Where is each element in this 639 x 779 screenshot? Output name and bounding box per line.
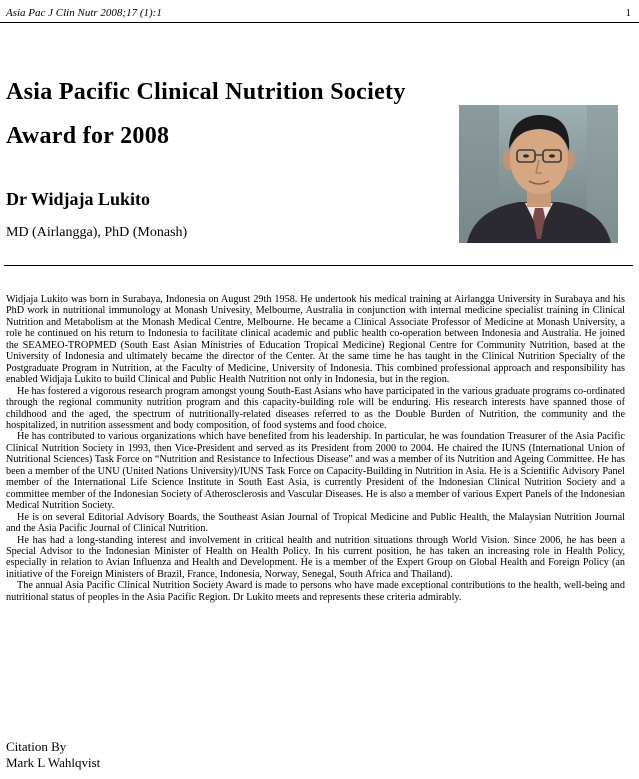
article-body bbox=[6, 294, 625, 603]
body-paragraph: Widjaja Lukito was born in Surabaya, Indonesia on August 29th 1958. He undertook his medical training at Airlangga University in Surabaya and his PhD work in nutritional immunology at Monash Univesity, Melbourne, Australia in conjunction with internal medicine specialist training in Clinical Nutrition and Metabolism at the Monash Medical Centre, Melbourne. He became a Clinical Associate Professor of Medicine at Monash University, a role he continued on his return to Indonesia to facilitate clinical academic and public health co-operation between Indonesia and Australia. He joined the SEAMEO-TROPMED (South East Asian Ministries of Education Tropical Medicine) Regional Centre for Community Nutrition, based at the University of Indonesia and ultimately became the director of the Center. At the same time he has taught in the Clinical Nutrition Specialty of the Postgraduate Program in Nutrition, at the Faculty of Medicine, University of Indonesia. This combined professional approach and responsibility has enabled Widjaja Lukito to build Clinical and Public Health Nutrition not only in Indonesia, but in the region. bbox=[6, 294, 625, 386]
page-number: 1 bbox=[625, 7, 631, 19]
running-head bbox=[6, 7, 631, 21]
title-line-2: Award for 2008 bbox=[6, 123, 170, 149]
citation-author: Mark L Wahlqvist bbox=[6, 755, 101, 770]
awardee-degrees: MD (Airlangga), PhD (Monash) bbox=[6, 225, 188, 240]
awardee-name: Dr Widjaja Lukito bbox=[6, 189, 151, 209]
citation-label: Citation By bbox=[6, 739, 67, 754]
body-paragraph: He is on several Editorial Advisory Boards, the Southeast Asian Journal of Tropical Medicine and Public Health, the Malaysian Nutrition Journal and the Asia Pacific Journal of Clinical Nutrition. bbox=[6, 511, 625, 535]
body-paragraph: He has fostered a vigorous research program amongst young South-East Asians who have participated in the various graduate programs co-ordinated through the regional community nutrition program and this capacity-building role will be enduring. His research interests have spanned those of childhood and the aged, the spectrum of nutritionally-related diseases referred to as the Double Burden of Nutrition, the community and the hospitalized, in nutrition assessment and body composition, of food systems and food choice. bbox=[6, 385, 625, 431]
portrait-photo bbox=[459, 105, 618, 243]
title-line-1: Asia Pacific Clinical Nutrition Society bbox=[6, 79, 406, 105]
header-rule bbox=[0, 22, 639, 23]
journal-citation: Asia Pac J Clin Nutr 2008;17 (1):1 bbox=[6, 7, 162, 19]
body-paragraph: The annual Asia Pacific Clinical Nutrition Society Award is made to persons who have made exceptional contributions to the health, well-being and nutritional status of peoples in the Asia Pacific Region. Dr Lukito meets and represents these criteria admirably. bbox=[6, 580, 625, 603]
body-paragraph: He has had a long-standing interest and involvement in critical health and nutrition situations through World Vision. Since 2006, he has been a Special Advisor to the Indonesian Minister of Health on Health Policy. In his current position, he has taken an increasing role in Health Policy, especially in relation to Avian Influenza and Health and Development. He is a member of the Expert Group on Global Health and Foreign Policy (an initiative of the Foreign Ministers of Brazil, France, Indonesia, Norway, Senegal, South Africa and Thailand). bbox=[6, 534, 625, 580]
citation-block bbox=[6, 739, 100, 771]
section-divider bbox=[4, 265, 633, 266]
article-title bbox=[6, 70, 456, 158]
body-paragraph: He has contributed to various organizations which have benefited from his leadership. In particular, he was foundation Treasurer of the Asia Pacific Clinical Nutrition Society in 1993, then Vice-President and served as its President from 2000 to 2004. He chaired the IUNS (International Union of Nutritional Sciences) Task Force on “Nutrition and Resistance to Infectious Disease” and was a member of its Nutrition and Ageing Committee. He has been a member of the UNU (United Nations University)/IUNS Task Force on Capacity-Building in Nutrition in Asia. He is a Scientific Advisory Panel member of the International Life Science Institute in South East Asia, is currently President of the Indonesian Clinical Nutrition Society and a committee member of the Indonesian Society of Atherosclerosis and Vascular Diseases. He is also a member of various Expert Panels of the Indonesian Medical Nutrition Society. bbox=[6, 431, 625, 512]
portrait-illustration bbox=[459, 105, 618, 243]
